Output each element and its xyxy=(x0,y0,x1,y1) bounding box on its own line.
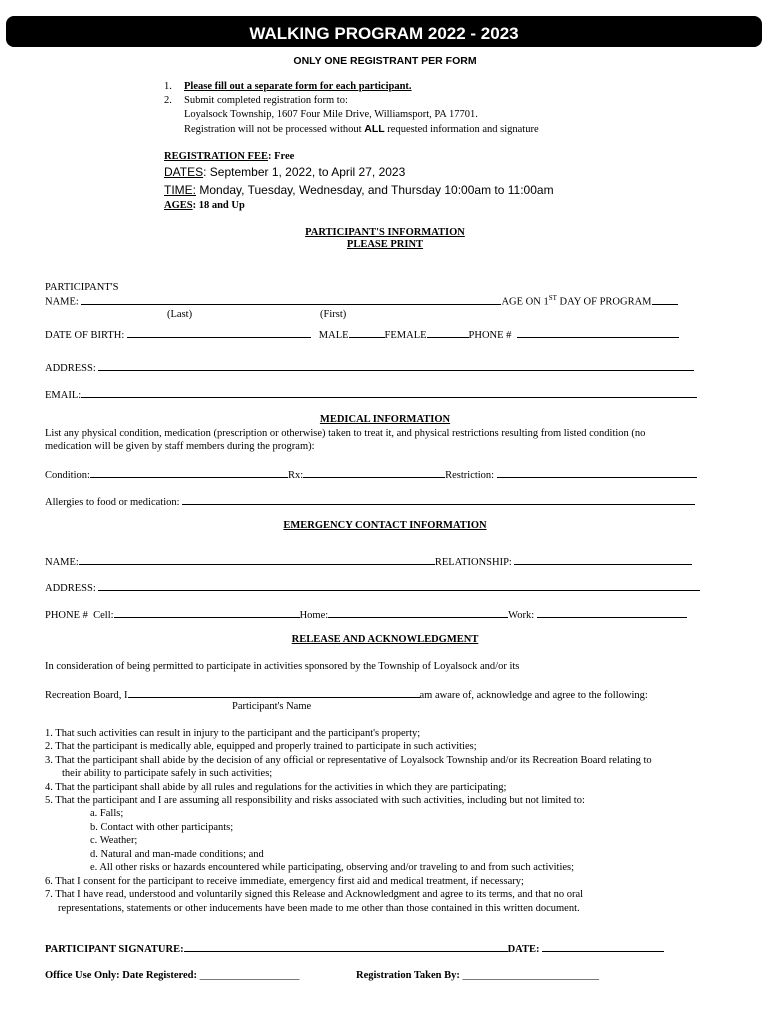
restriction-label: Restriction: xyxy=(445,470,495,481)
release-item: 5. That the participant and I are assuming all responsibility and risks associated with such activities, including but not limited to: xyxy=(45,795,585,806)
allergies-field[interactable] xyxy=(182,495,695,505)
release-intro: In consideration of being permitted to participate in activities sponsored by the Township of Loyalsock and/or its xyxy=(45,661,520,672)
participant-name-row xyxy=(45,294,678,308)
signature-label: PARTICIPANT SIGNATURE: xyxy=(45,944,184,955)
medical-text-2: medication will be given by staff members during the program): xyxy=(45,441,315,452)
taken-by-label: Registration Taken By: xyxy=(356,970,460,981)
male-field[interactable] xyxy=(349,328,385,338)
office-registered-blank[interactable]: ___________________ xyxy=(199,970,300,981)
condition-row xyxy=(45,468,697,481)
registration-note xyxy=(184,123,539,135)
time-value: Monday, Tuesday, Wednesday, and Thursday 10:00am to 11:00am xyxy=(199,183,554,197)
cell-label: Cell: xyxy=(93,610,114,621)
dob-label: DATE OF BIRTH: xyxy=(45,330,125,341)
email-label: EMAIL: xyxy=(45,390,82,401)
board-post: am aware of, acknowledge and agree to the following: xyxy=(419,690,648,701)
home-field[interactable] xyxy=(328,608,508,618)
phone-field[interactable] xyxy=(517,328,679,338)
program-ages xyxy=(164,200,245,211)
emergency-name-field[interactable] xyxy=(79,555,435,565)
condition-label: Condition: xyxy=(45,470,90,481)
release-item: 6. That I consent for the participant to receive immediate, emergency first aid and medical treatment, if necessary; xyxy=(45,876,524,887)
participant-info-header: PARTICIPANT'S INFORMATION xyxy=(305,227,465,238)
time-label: TIME: xyxy=(164,183,196,197)
female-label: FEMALE xyxy=(384,330,427,341)
please-print-header: PLEASE PRINT xyxy=(346,239,424,250)
program-time xyxy=(164,183,554,197)
allergies-label: Allergies to food or medication: xyxy=(45,497,180,508)
last-name-caption: (Last) xyxy=(167,309,193,320)
home-label: Home: xyxy=(299,610,329,621)
release-subitem: c. Weather; xyxy=(90,835,138,846)
female-field[interactable] xyxy=(427,328,469,338)
taken-by-row xyxy=(356,970,599,981)
release-header: RELEASE AND ACKNOWLEDGMENT xyxy=(291,634,479,645)
instruction-number-1: 1. xyxy=(164,81,172,92)
ages-label: AGES xyxy=(164,200,193,211)
first-name-caption: (First) xyxy=(320,309,347,320)
emergency-phone-row xyxy=(45,608,687,621)
relationship-field[interactable] xyxy=(514,555,692,565)
release-item-continued: their ability to participate safely in such activities; xyxy=(62,768,273,779)
release-item: 4. That the participant shall abide by all rules and regulations for the activities in which they are participating; xyxy=(45,782,507,793)
release-subitem: b. Contact with other participants; xyxy=(90,822,234,833)
medical-header: MEDICAL INFORMATION xyxy=(319,414,451,425)
fee-label: REGISTRATION FEE xyxy=(164,151,268,162)
allergies-row xyxy=(45,495,695,508)
emergency-phone-label: PHONE # xyxy=(45,610,88,621)
email-row xyxy=(45,388,697,401)
office-registered-label: Office Use Only: Date Registered: xyxy=(45,970,198,981)
subtitle: ONLY ONE REGISTRANT PER FORM xyxy=(293,55,477,67)
work-field[interactable] xyxy=(537,608,687,618)
instruction-item-2: Submit completed registration form to: xyxy=(184,95,348,106)
participant-name-caption: Participant's Name xyxy=(232,701,312,712)
release-item: 3. That the participant shall abide by the decision of any official or representative of Loyalsock Township and/or its Recreation Board relating to xyxy=(45,755,652,766)
page-title: WALKING PROGRAM 2022 - 2023 xyxy=(6,16,762,47)
participant-name-label-1: PARTICIPANT'S xyxy=(45,282,119,293)
age-field[interactable] xyxy=(652,295,678,305)
participant-name-field[interactable] xyxy=(81,295,501,305)
taken-by-blank[interactable]: __________________________ xyxy=(462,970,599,981)
signature-row xyxy=(45,942,664,955)
name-label: NAME: xyxy=(45,296,79,308)
medical-text-1: List any physical condition, medication (prescription or otherwise) taken to treat it, and physical restrictions resulting from listed condition (no xyxy=(45,428,646,439)
instruction-item-1: Please fill out a separate form for each participant. xyxy=(184,81,412,92)
release-subitem: e. All other risks or hazards encountered while participating, observing and/or traveling to and from such activities; xyxy=(90,862,575,873)
address-field[interactable] xyxy=(98,361,694,371)
emergency-name-label: NAME: xyxy=(45,557,79,568)
note-pre: Registration will not be processed without xyxy=(184,124,362,135)
dates-label: DATES xyxy=(164,165,204,179)
address-row xyxy=(45,361,694,374)
ages-value: : 18 and Up xyxy=(192,200,245,211)
male-label: MALE xyxy=(318,330,349,341)
emergency-address-label: ADDRESS: xyxy=(45,583,96,594)
emergency-name-row xyxy=(45,555,692,568)
emergency-header: EMERGENCY CONTACT INFORMATION xyxy=(283,520,487,531)
note-all: ALL xyxy=(364,123,385,135)
dob-row xyxy=(45,328,679,341)
dates-value: : September 1, 2022, to April 27, 2023 xyxy=(203,165,406,179)
release-subitem: d. Natural and man-made conditions; and xyxy=(90,849,264,860)
fee-value: : Free xyxy=(267,151,295,162)
rx-field[interactable] xyxy=(303,468,445,478)
address-label: ADDRESS: xyxy=(45,363,96,374)
emergency-address-row xyxy=(45,581,700,594)
release-item: 1. That such activities can result in injury to the participant and the participant's property; xyxy=(45,728,421,739)
date-label: DATE: xyxy=(507,944,540,955)
emergency-address-field[interactable] xyxy=(98,581,700,591)
office-use-row xyxy=(45,970,299,981)
work-label: Work: xyxy=(508,610,535,621)
program-dates xyxy=(164,165,405,179)
release-item-continued: representations, statements or other inducements have been made to me other than those contained in this written document. xyxy=(58,903,580,914)
release-item: 2. That the participant is medically able, equipped and properly trained to participate in such activities; xyxy=(45,741,477,752)
registration-fee xyxy=(164,151,294,162)
release-item: 7. That I have read, understood and voluntarily signed this Release and Acknowledgment and agree to its terms, and that no oral xyxy=(45,889,584,900)
age-superscript: ST xyxy=(548,294,557,302)
age-label: AGE ON 1 xyxy=(501,296,549,308)
dob-field[interactable] xyxy=(127,328,311,338)
email-field[interactable] xyxy=(81,388,697,398)
signature-field[interactable] xyxy=(184,942,508,952)
recreation-board-row xyxy=(45,688,648,701)
age-label-2: DAY OF PROGRAM xyxy=(559,296,652,308)
participant-name-ack-field[interactable] xyxy=(128,688,420,698)
instruction-number-2: 2. xyxy=(164,95,172,106)
rx-label: Rx: xyxy=(287,470,304,481)
board-pre: Recreation Board, I xyxy=(45,690,128,701)
relationship-label: RELATIONSHIP: xyxy=(434,557,512,568)
restriction-field[interactable] xyxy=(497,468,697,478)
signature-date-field[interactable] xyxy=(542,942,664,952)
release-subitem: a. Falls; xyxy=(90,808,124,819)
submit-address: Loyalsock Township, 1607 Four Mile Drive, Williamsport, PA 17701. xyxy=(184,109,478,120)
condition-field[interactable] xyxy=(90,468,288,478)
note-post: requested information and signature xyxy=(387,124,539,135)
cell-field[interactable] xyxy=(114,608,300,618)
phone-label: PHONE # xyxy=(468,330,512,341)
